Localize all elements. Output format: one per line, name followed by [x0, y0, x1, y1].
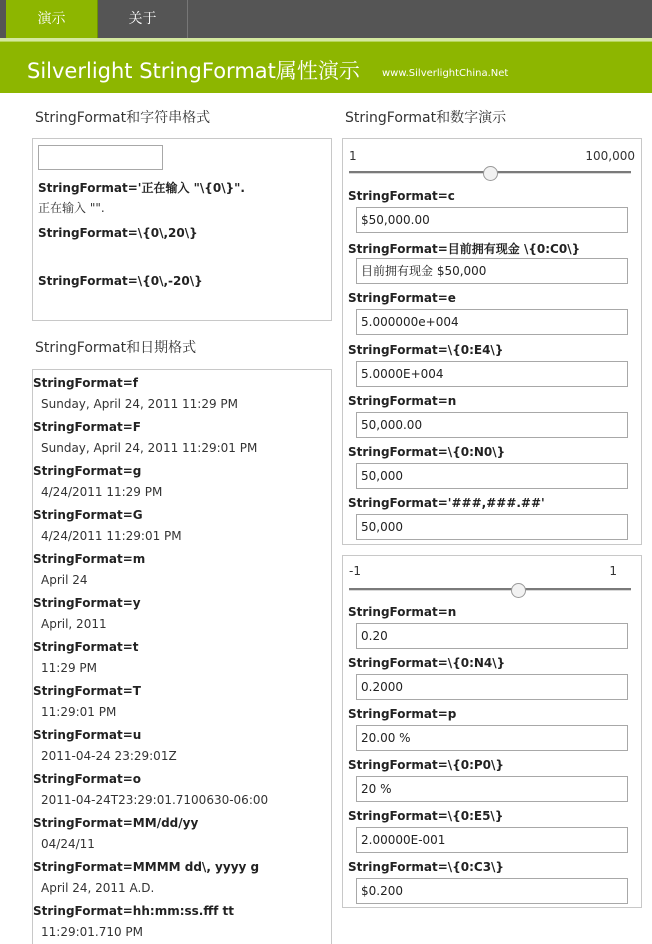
- format-label: StringFormat=\{0:C3\}: [348, 860, 504, 874]
- slider-max-label: 100,000: [585, 149, 635, 163]
- format-value: 4/24/2011 11:29 PM: [41, 485, 163, 499]
- format-output-box[interactable]: $0.200: [356, 878, 628, 904]
- format-output-box[interactable]: 2.00000E-001: [356, 827, 628, 853]
- number-slider-thumb[interactable]: [483, 166, 498, 181]
- tab-bar: [0, 0, 652, 38]
- format-output-box[interactable]: $50,000.00: [356, 207, 628, 233]
- slider-max-label: 1: [609, 564, 617, 578]
- format-output-box[interactable]: 50,000: [356, 463, 628, 489]
- format-output-box[interactable]: 5.000000e+004: [356, 309, 628, 335]
- fraction-slider-thumb[interactable]: [511, 583, 526, 598]
- format-value: 11:29 PM: [41, 661, 97, 675]
- string-format-label: StringFormat='正在输入 "\{0\}".: [38, 181, 245, 195]
- tab-about[interactable]: 关于: [98, 0, 188, 38]
- format-label: StringFormat=m: [33, 552, 146, 566]
- format-output-box[interactable]: 50,000: [356, 514, 628, 540]
- format-output-box[interactable]: 0.20: [356, 623, 628, 649]
- format-label: StringFormat=\{0:E5\}: [348, 809, 504, 823]
- format-label: StringFormat=n: [348, 393, 457, 408]
- format-label: StringFormat=hh:mm:ss.fff tt: [33, 904, 234, 918]
- format-label: StringFormat='###,###.##': [348, 496, 545, 511]
- format-output-box[interactable]: 0.2000: [356, 674, 628, 700]
- format-label: StringFormat=T: [33, 684, 141, 698]
- format-label: StringFormat=o: [33, 772, 142, 786]
- slider-min-label: -1: [349, 564, 361, 578]
- format-label: StringFormat=f: [33, 376, 139, 390]
- format-output-box[interactable]: 50,000.00: [356, 412, 628, 438]
- format-label: StringFormat=目前拥有现金 \{0:C0\}: [348, 242, 581, 257]
- format-label: StringFormat=\{0:E4\}: [348, 342, 504, 357]
- slider-min-label: 1: [349, 149, 357, 163]
- format-label: StringFormat=g: [33, 464, 142, 478]
- format-output-box[interactable]: 20 %: [356, 776, 628, 802]
- format-label: StringFormat=\{0:N4\}: [348, 656, 506, 670]
- format-label: StringFormat=MMMM dd\, yyyy g: [33, 860, 260, 874]
- fraction-format-panel: [342, 555, 642, 908]
- format-label: StringFormat=\{0:N0\}: [348, 445, 506, 459]
- format-value: 11:29:01 PM: [41, 705, 117, 719]
- string-format-label: StringFormat=\{0\,-20\}: [38, 274, 203, 288]
- date-format-panel: [32, 369, 332, 944]
- page-title: Silverlight StringFormat属性演示: [27, 59, 360, 83]
- format-value: Sunday, April 24, 2011 11:29:01 PM: [41, 441, 258, 455]
- format-label: StringFormat=MM/dd/yy: [33, 816, 199, 830]
- format-label: StringFormat=t: [33, 640, 139, 654]
- format-output-box[interactable]: 目前拥有现金 $50,000: [356, 258, 628, 284]
- format-value: April 24, 2011 A.D.: [41, 881, 155, 895]
- string-format-label: StringFormat=\{0\,20\}: [38, 226, 198, 240]
- format-label: StringFormat=F: [33, 420, 142, 434]
- string-format-panel: [32, 138, 332, 321]
- format-output-box[interactable]: 20.00 %: [356, 725, 628, 751]
- string-input[interactable]: [38, 145, 163, 170]
- format-label: StringFormat=p: [348, 707, 457, 721]
- format-value: 4/24/2011 11:29:01 PM: [41, 529, 182, 543]
- date-section-title: StringFormat和日期格式: [35, 340, 197, 356]
- format-label: StringFormat=\{0:P0\}: [348, 758, 504, 772]
- format-value: 04/24/11: [41, 837, 95, 851]
- format-output-box[interactable]: 5.0000E+004: [356, 361, 628, 387]
- string-format-value: 正在输入 "".: [38, 201, 105, 215]
- format-label: StringFormat=G: [33, 508, 143, 522]
- format-label: StringFormat=c: [348, 189, 455, 203]
- tab-demo[interactable]: 演示: [6, 0, 98, 38]
- fraction-slider-track[interactable]: [349, 588, 631, 591]
- format-value: April 24: [41, 573, 88, 587]
- format-value: 2011-04-24T23:29:01.7100630-06:00: [41, 793, 269, 807]
- format-value: 11:29:01.710 PM: [41, 925, 144, 939]
- format-label: StringFormat=y: [33, 596, 141, 610]
- number-format-panel: [342, 138, 642, 545]
- format-label: StringFormat=e: [348, 291, 456, 306]
- format-value: April, 2011: [41, 617, 107, 631]
- site-url: www.SilverlightChina.Net: [382, 68, 509, 79]
- format-value: Sunday, April 24, 2011 11:29 PM: [41, 397, 239, 411]
- string-section-title: StringFormat和字符串格式: [35, 110, 211, 126]
- header-banner: [0, 41, 652, 93]
- format-label: StringFormat=n: [348, 605, 457, 619]
- format-value: 2011-04-24 23:29:01Z: [41, 749, 177, 763]
- format-label: StringFormat=u: [33, 728, 142, 742]
- number-section-title: StringFormat和数字演示: [345, 110, 507, 126]
